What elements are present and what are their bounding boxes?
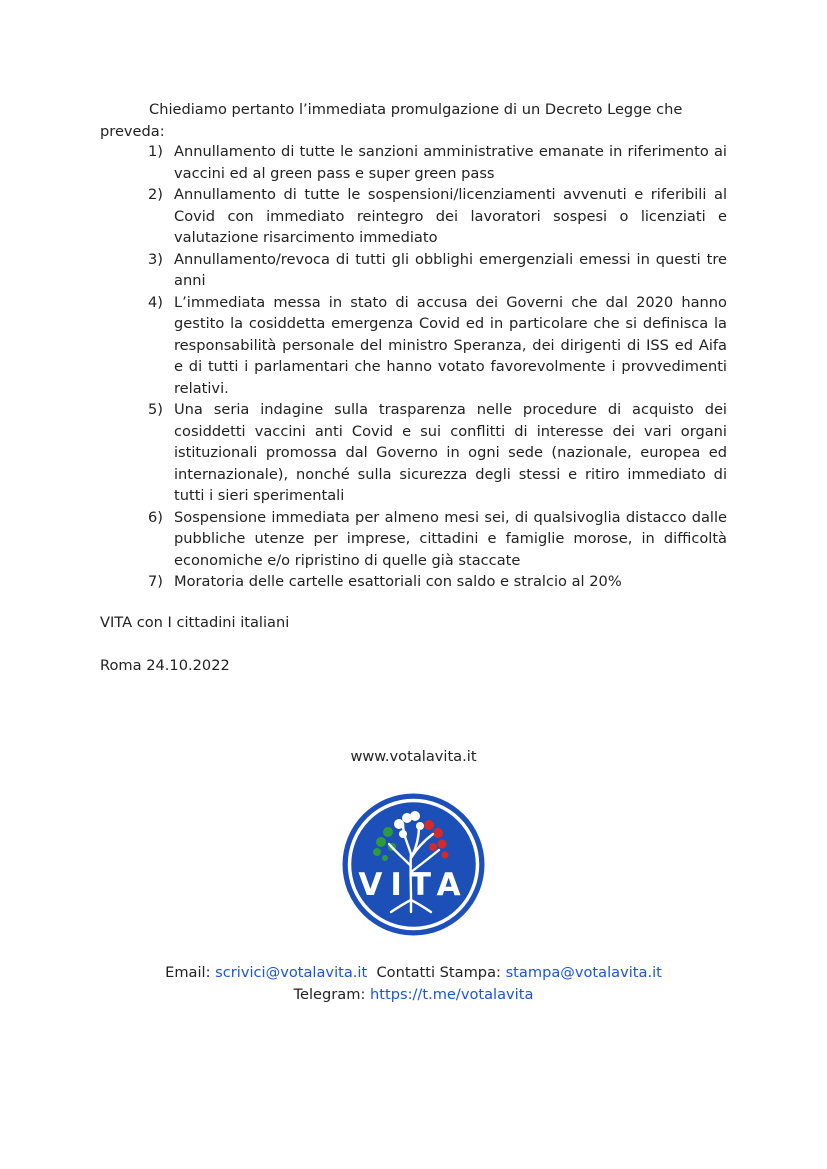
list-item-number: 3) <box>148 250 163 268</box>
list-item-text: Annullamento di tutte le sanzioni amministrative emanate in riferimento ai vaccini ed al green pass e super green pass <box>174 143 727 182</box>
intro-paragraph: Chiediamo pertanto l’immediata promulgazione di un Decreto Legge che preveda: <box>100 101 683 140</box>
list-item-text: Annullamento/revoca di tutti gli obblighi emergenziali emessi in questi tre anni <box>174 250 727 289</box>
press-label: Contatti Stampa: <box>376 964 501 981</box>
list-item <box>100 249 727 292</box>
date-line: Roma 24.10.2022 <box>100 657 230 674</box>
list-item-number: 1) <box>148 143 163 160</box>
list-item-number: 7) <box>148 573 163 590</box>
demands-list <box>100 141 727 593</box>
telegram-label: Telegram: <box>293 985 366 1003</box>
email-label: Email: <box>165 964 211 981</box>
list-item <box>100 141 727 184</box>
contact-line-2 <box>0 984 827 1006</box>
list-item-text: Annullamento di tutte le sospensioni/licenziamenti avvenuti e riferibili al Covid con immediato reintegro dei lavoratori sospesi o licenziati e valutazione risarcimento immediato <box>174 186 727 246</box>
list-item-number: 6) <box>148 508 163 526</box>
list-item-number: 5) <box>148 401 163 418</box>
list-item-number: 2) <box>148 186 163 203</box>
list-item-number: 4) <box>148 293 163 311</box>
telegram-link[interactable]: https://t.me/votalavita <box>370 985 534 1003</box>
press-email-link[interactable]: stampa@votalavita.it <box>505 964 662 981</box>
list-item-text: Una seria indagine sulla trasparenza nelle procedure di acquisto dei cosiddetti vaccini anti Covid e sui conflitti di interesse dei vari organi istituzionali promossa dal Governo in ogni sede (nazionale, europea ed internazionale), nonché sulla sicurezza degli stessi e ritiro immediato di tutti i sieri sperimentali <box>174 401 727 504</box>
list-item-text: Moratoria delle cartelle esattoriali con saldo e stralcio al 20% <box>174 573 622 590</box>
website-link[interactable]: www.votalavita.it <box>350 748 477 765</box>
list-item <box>100 507 727 572</box>
list-item-text: L’immediata messa in stato di accusa dei Governi che dal 2020 hanno gestito la cosiddetta emergenza Covid ed in particolare che si definisca la responsabilità personale del ministro Speranza, dei dirigenti di ISS ed Aifa e di tutti i parlamentari che hanno votato favorevolmente i provvedimenti relativi. <box>174 293 727 397</box>
list-item <box>100 184 727 249</box>
email-link[interactable]: scrivici@votalavita.it <box>215 964 368 981</box>
signature-line: VITA con I cittadini italiani <box>100 614 290 631</box>
vita-logo <box>341 792 486 937</box>
list-item <box>100 399 727 507</box>
contact-line-1 <box>0 962 827 984</box>
list-item-text: Sospensione immediata per almeno mesi sei, di qualsivoglia distacco dalle pubbliche utenze per imprese, cittadini e famiglie morose, in difficoltà economiche e/o ripristino di quelle già staccate <box>174 508 727 569</box>
list-item <box>100 571 727 593</box>
list-item <box>100 292 727 400</box>
logo-text: VITA <box>358 867 469 903</box>
contact-info <box>0 962 827 1005</box>
